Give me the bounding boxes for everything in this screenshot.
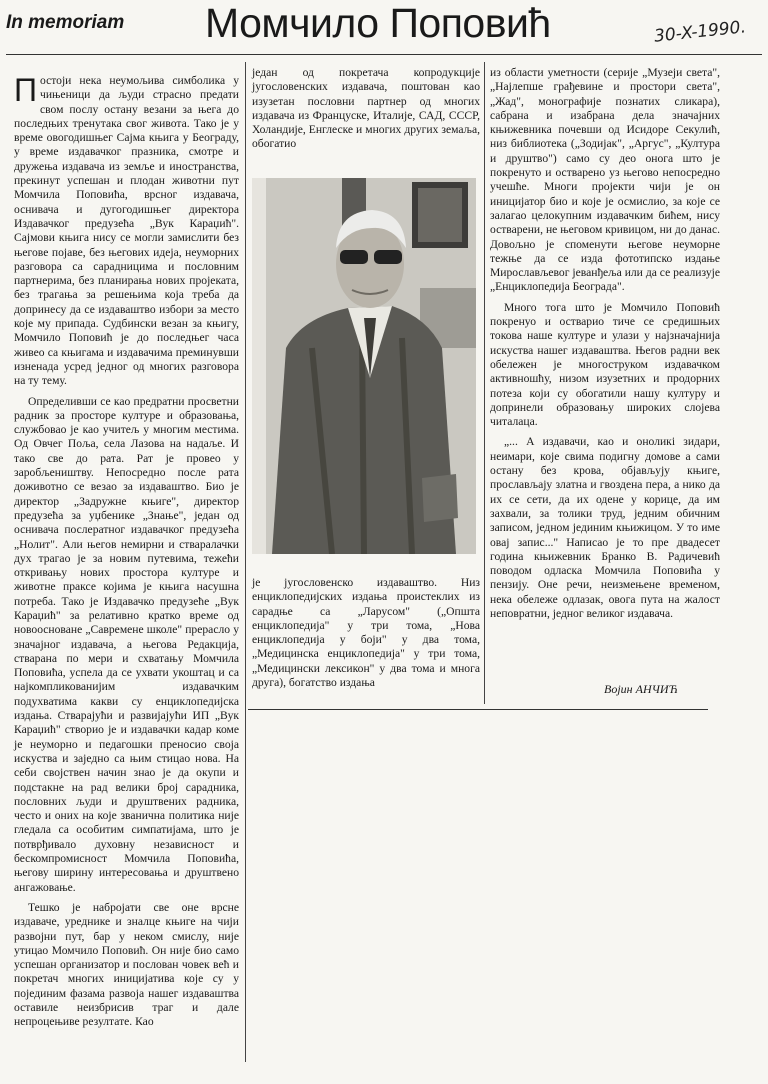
header-rule: [6, 54, 762, 55]
column-2-bottom: [252, 576, 480, 690]
column-3: [490, 66, 720, 621]
paragraph: из области уметности (серије „Музеји света", „Најлепше грађевине и простори света", „Жад", монографије познатих сликара), сабрана и изабрана дела значајних књижевника почевши од Исидоре Секулић, низ библиотека („Зодијак", „Аргус", „Култура и друштво") само су део онога што је покренуто и остварено уз његово непосредно учешће. Многи пројекти чији је он иницијатор био и које је осмислио, за које се залагао целокупним издавачким бићем, нису остварени, не његовом кривицом, ни до данас. Довољно је споменути његове неуморне тежње да се изда фототипско издање Мирослављевог јеванђеља или да се реализује „Енциклопедија Београда".: [490, 66, 720, 294]
rubric-label: In memoriam: [6, 12, 125, 33]
article-end-rule: [248, 709, 708, 710]
paragraph: један од покретача копродукције југословенских издавача, поштован као изузетан пословни партнер од многих издавача из Француске, Италије, САД, СССР, Холандије, Енглеске и многих других земаља, обогатио: [252, 66, 480, 151]
column-2-top: [252, 66, 480, 152]
paragraph: [14, 74, 239, 389]
paragraph: је југословенско издаваштво. Низ енциклопедијских издања проистеклих из сарадње са „Ларусом" („Општа енциклопедија" у три тома, „Нова енциклопедија у боји" у два тома, „Медицинска енциклопедија" у три тома, „Медицински лексикон" у два тома и многа друга), богатство издања: [252, 576, 480, 690]
column-divider: [245, 62, 246, 1062]
author-signature: Војин АНЧИЋ: [604, 682, 679, 696]
drop-cap: П: [14, 72, 37, 108]
paragraph: Много тога што је Момчило Поповић покренуо и остварио тиче се средишњих токова наше културе и улази у најзначајнија искуства нашег издаваштва. Његов радни век обележен је многоструком издавачком активношћу, низом изузетних и продорних потеза који су обогатили нашу културу и допринели образовању широких слојева читалаца.: [490, 300, 720, 429]
paragraph: „... А издавачи, као и оноликi зидари, неимари, које свима подигну домове а сами остану без крова, објављују књиге, прослављају златна и гвоздена пера, а нико да их се сети, да их одене у корице, да им захвали, за толики труд, једним обичним записом, једном јединим књижицом. У то име овај запис..." Написао је то пре двадесет година књижевник Бранко В. Радичевић поводом одласка Момчила Поповића у пензију. Оне речи, неизмењене временом, нека обележе одлазак, овога пута на жалост неповратни, једног великог издавача.: [490, 435, 720, 620]
article-title: Момчило Поповић: [205, 0, 551, 46]
portrait-photo: [252, 178, 476, 554]
paragraph: Тешко је набројати све оне врсне издаваче, уреднике и зналце књиге на чији развојни пут, бар у неком смислу, није утицао Момчило Поповић. Он није био само успешан организатор и послован човек већ и покретач многих иницијатива које су у појединим фазама развоја нашег издаваштва оставиле неизбрисив траг и дале непроцењиве резултате. Као: [14, 900, 239, 1029]
portrait-illustration: [252, 178, 476, 554]
paragraph: Определивши се као предратни просветни радник за просторе културе и образовања, службовао је као учитељ у многим местима. Од Овчег Поља, села Лазова на надаље. И тако све до рата. Рат је провео у заробљеништву. Непосредно после рата доживотно се везао за издаваштво. Био је директор „Задружне књиге", директор предузећа за уџбенике „Знање", један од оснивача послератног издавачког предузећа „Нолит". Али његов немирни и стваралачки дух трагао је за новим путевима, тежећи откривању нових простора културе и животне праксе којима је књига насушна потреба. Тако је Издавачко предузеће „Вук Караџић" за релативно кратко време од новоосноване „Савремене школе" прерасло у значајног издавача, а његова Редакција, стварана по мери и схватању Момчила Поповића, успела да се ухвати укоштац и са најкомпликованијим издавачким подухватима какви су енциклопедијска издања. Стварајући и развијајући ИП „Вук Караџић" створио је и издавачки кадар коме је неуморно и педагошки преносио своја искуства и заједно са њим стицао нова. На себи својствен начин знао је да окупи и подстакне на рад велики број сарадника, пословних људи и друштвених радника, често и оних на које званична политика није гледала са особитим симпатијама, што је потврђивало духовну независност и бескомпромисност Момчила Поповића, његову ширину интересовања и друштвено ангажовање.: [14, 394, 239, 894]
column-1: [14, 74, 239, 1030]
column-divider: [484, 62, 485, 704]
handwritten-date: 30-X-1990.: [653, 17, 747, 47]
paragraph-text: остоји нека неумољива симболика у чињеници да људи страсно предати свом послу остану везани за њега до последњих тренутака свог живота. Тако је у време овогодишњег Сајма књига у Београду, у време издавачког празника, смотре и дружења издавача из земље и иностранства, прекинут успешан и плодан животни пут Момчила Поповића, врсног издавача, оснивача и дугогодишњег директора Издавачког предузећа „Вук Караџић". Сајмови књига нису се могли замислити без његове појаве, без његових идеја, неуморних разговора са сарадницима и пословним партнерима, без планирања нових пројеката, без трагања за решењима која треба да допринесу да се издаваштво избори за место које му припада. Судбински везан за књигу, Момчило Поповић је до последњег часа живео са књигама и издавачима преминувши изненада усред једног од многих разговора на ту тему.: [14, 74, 239, 388]
